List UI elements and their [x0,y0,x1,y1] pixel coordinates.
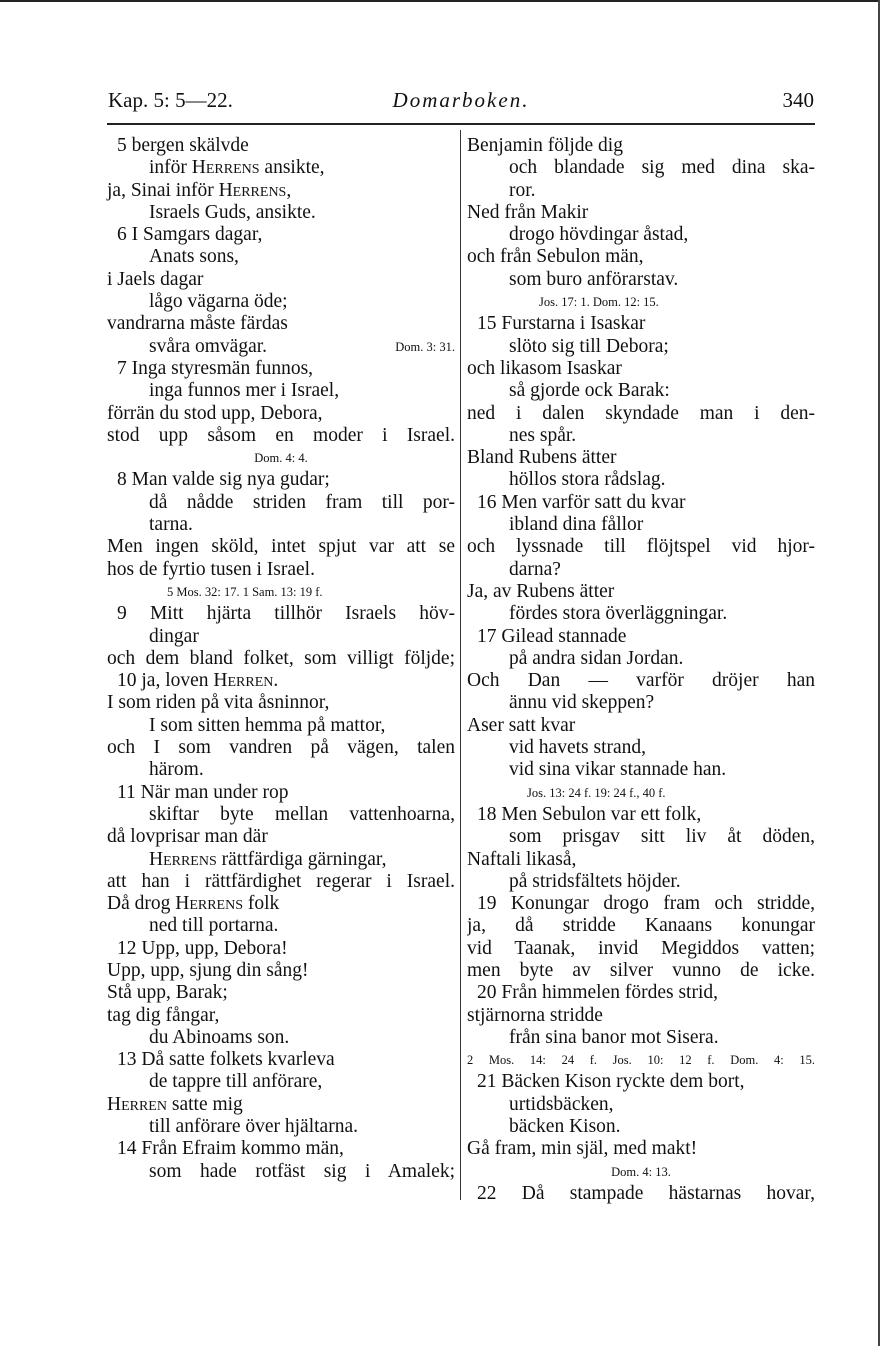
divine-name: Herren [213,670,274,692]
verse-line: Stå upp, Barak; [107,982,228,1004]
verse-line: Naftali likaså, [467,848,577,870]
verse-line: från sina banor mot Sisera. [509,1026,719,1048]
verse-line: 22 Då stampade hästarnas hovar, [477,1182,815,1204]
verse-line: vid havets strand, [509,737,647,759]
verse-line: skiftar byte mellan vattenhoarna, [149,803,455,825]
verse-line: Bland Rubens ätter [467,447,617,469]
divine-name: Herrens [191,157,260,179]
verse-line: vid Taanak, invid Megiddos vatten; [467,937,815,959]
verse-line: nes spår. [509,424,577,446]
verse-line: Gå fram, min själ, med makt! [467,1138,698,1160]
verse-line: 6 I Samgars dagar, [117,224,263,246]
verse-line: Upp, upp, sjung din sång! [107,959,309,981]
verse-line: då nådde striden fram till por- [149,491,455,513]
verse-line: 13 Då satte folkets kvarleva [117,1049,335,1071]
verse-line: ned i dalen skyndade man i den- [467,402,815,424]
verse-line: så gjorde ock Barak: [509,380,670,402]
verse-line: inför Herrens ansikte, [149,157,325,179]
verse-line: Israels Guds, ansikte. [149,201,316,223]
verse-line: inga funnos mer i Israel, [149,380,340,402]
verse-line: och från Sebulon män, [467,246,644,268]
divine-name: Herren [107,1093,167,1115]
verse-line: ännu vid skeppen? [509,692,655,714]
verse-line: och dem bland folket, som villigt följde; [107,647,455,669]
verse-line: 21 Bäcken Kison ryckte dem bort, [477,1071,745,1093]
verse-line: darna? [509,558,561,580]
verse-line: till anförare över hjältarna. [149,1116,358,1138]
verse-line: stjärnorna stridde [467,1004,603,1026]
verse-line: urtidsbäcken, [509,1093,614,1115]
divine-name: Herrens [218,179,287,201]
verse-line: Benjamin följde dig [467,135,623,156]
verse-line: höllos stora rådslag. [509,469,666,491]
verse-line: 17 Gilead stannade [477,625,627,647]
verse-line: stod upp såsom en moder i Israel. [107,424,455,446]
verse-line: vandrarna måste färdas [107,313,288,335]
verse-line: Aser satt kvar [467,714,576,736]
verse-line: på stridsfältets höjder. [509,870,681,892]
verse-line: som hade rotfäst sig i Amalek; [149,1160,455,1182]
verse-line: och blandade sig med dina ska- [509,157,815,179]
verse-line: 9 Mitt hjärta tillhör Israels höv- [117,603,455,625]
verse-line: ibland dina fållor [509,514,644,536]
verse-line: förrän du stod upp, Debora, [107,402,323,424]
verse-line: 12 Upp, upp, Debora! [117,937,288,959]
verse-line: 5 bergen skälvde [117,135,249,156]
verse-line: att han i rättfärdighet regerar i Israel. [107,870,455,892]
verse-line: bäcken Kison. [509,1116,621,1138]
verse-line: då lovprisar man där [107,826,268,848]
verse-line: dingar [149,625,199,647]
verse-line: slöto sig till Debora; [509,335,669,357]
cross-reference: Dom. 3: 31. [395,339,455,354]
verse-line: 19 Konungar drogo fram och stridde, [477,893,815,915]
cross-reference: Jos. 17: 1. Dom. 12: 15. [539,295,659,310]
verse-line: 8 Man valde sig nya gudar; [117,469,330,491]
verse-line: Herrens rättfärdiga gärningar, [149,848,387,870]
verse-line: de tappre till anförare, [149,1071,323,1093]
verse-line: tarna. [149,514,193,536]
verse-line: på andra sidan Jordan. [509,647,684,669]
cross-reference: Jos. 13: 24 f. 19: 24 f., 40 f. [527,785,666,800]
verse-line: ror. [509,179,536,201]
verse-line: i Jaels dagar [107,268,204,290]
verse-line: ja, Sinai inför Herrens, [107,179,292,201]
verse-line: tag dig fångar, [107,1004,220,1026]
verse-line: 18 Men Sebulon var ett folk, [477,803,702,825]
page-number: 340 [782,88,814,112]
verse-line: 11 När man under rop [117,781,289,803]
verse-line: du Abinoams son. [149,1026,290,1048]
divine-name: Herrens [149,848,217,870]
book-title: Domarboken. [392,88,530,112]
verse-line: Och Dan — varför dröjer han [467,670,815,692]
scan-top-border [0,0,880,2]
verse-line: Då drog Herrens folk [107,893,280,915]
verse-line: lågo vägarna öde; [149,291,288,313]
verse-line: ned till portarna. [149,915,279,937]
verse-line: 10 ja, loven Herren. [117,670,279,692]
chapter-reference: Kap. 5: 5—22. [108,88,233,112]
verse-line: vid sina vikar stannade han. [509,759,727,781]
verse-line: hos de fyrtio tusen i Israel. [107,558,315,580]
verse-line: som buro anförarstav. [509,268,679,290]
verse-line: som prisgav sitt liv åt döden, [509,826,815,848]
verse-line: ja, då stridde Kanaans konungar [467,915,815,937]
cross-reference: Dom. 4: 4. [254,451,308,466]
header-rule [107,123,815,125]
verse-line: och I som vandren på vägen, talen [107,737,455,759]
verse-line: fördes stora överläggningar. [509,603,728,625]
verse-line: Herren satte mig [107,1093,243,1115]
verse-line: I som riden på vita åsninnor, [107,692,330,714]
verse-line: Men ingen sköld, intet spjut var att se [107,536,455,558]
verse-line: men byte av silver vunno de icke. [467,959,815,981]
verse-line: 15 Furstarna i Isaskar [477,313,646,335]
page-header [108,88,814,122]
verse-line: 7 Inga styresmän funnos, [117,357,314,379]
cross-reference: 5 Mos. 32: 17. 1 Sam. 13: 19 f. [167,584,323,599]
verse-line: Anats sons, [149,246,239,268]
cross-reference: Dom. 4: 13. [611,1164,671,1179]
divine-name: Herrens [175,893,243,915]
right-column [467,135,815,1205]
verse-line: härom. [149,759,204,781]
verse-line: 20 Från himmelen fördes strid, [477,982,718,1004]
cross-reference: 2 Mos. 14: 24 f. Jos. 10: 12 f. Dom. 4: 15. [467,1053,815,1068]
verse-line: 14 Från Efraim kommo män, [117,1138,344,1160]
verse-line: Dom. 3: 31. svåra omvägar. [149,335,455,357]
verse-line: I som sitten hemma på mattor, [149,714,386,736]
verse-line: och lyssnade till flöjtspel vid hjor- [467,536,815,558]
verse-line: Ned från Makir [467,201,589,223]
verse-line: drogo hövdingar åstad, [509,224,689,246]
verse-line: Ja, av Rubens ätter [467,580,615,602]
verse-line: och likasom Isaskar [467,357,622,379]
column-divider [460,130,461,1200]
verse-line: 16 Men varför satt du kvar [477,491,686,513]
left-column [107,135,455,1183]
